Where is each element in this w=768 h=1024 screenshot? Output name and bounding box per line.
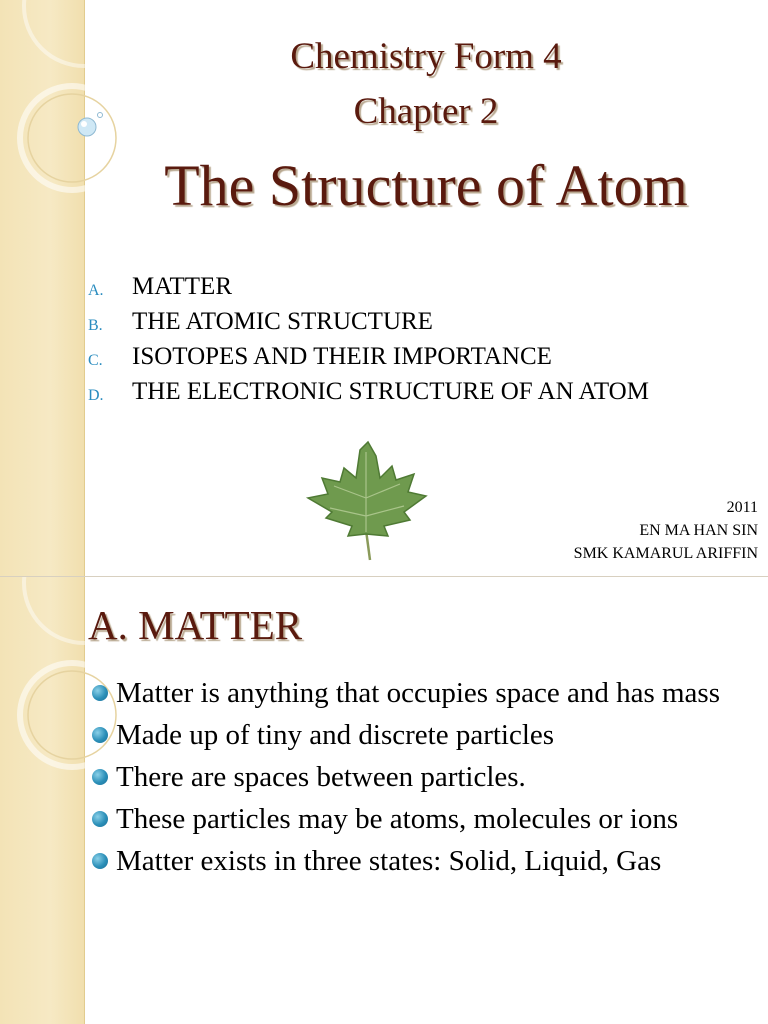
bullet-item [92,675,762,712]
bullet-text: These particles may be atoms, molecules or ions [116,803,679,835]
bullet-text: Matter exists in three states: Solid, Liquid, Gas [116,845,662,877]
credits [574,496,758,565]
bullet-item [92,801,762,838]
bullet-dot-icon [92,811,108,827]
topic-text: ISOTOPES AND THEIR IMPORTANCE [132,343,552,370]
credit-school: SMK KAMARUL ARIFFIN [573,545,758,562]
bullet-item [92,717,762,754]
matter-slide [0,577,768,1024]
topic-marker: C. [88,352,103,369]
topic-marker: B. [88,317,103,334]
bullet-text: Made up of tiny and discrete particles [116,719,555,751]
title-line-1: Chemistry Form 4 [290,36,562,77]
topic-list [88,269,708,409]
maple-leaf-icon [300,438,435,568]
topic-item [88,339,708,374]
topic-text: THE ELECTRONIC STRUCTURE OF AN ATOM [132,378,649,405]
topic-item [88,269,708,304]
bullet-dot-icon [92,685,108,701]
topic-marker: A. [88,282,104,299]
main-title: The Structure of Atom [164,153,688,218]
credit-year: 2011 [726,499,758,516]
bullet-dot-icon [92,727,108,743]
topic-text: THE ATOMIC STRUCTURE [132,308,433,335]
title-line-2: Chapter 2 [353,91,499,132]
bullet-item [92,843,762,880]
topic-text: MATTER [132,273,232,300]
bullet-list [92,675,762,885]
topic-item [88,304,708,339]
topic-item [88,374,708,409]
bullet-dot-icon [92,769,108,785]
bullet-dot-icon [92,853,108,869]
bullet-text: There are spaces between particles. [116,761,526,793]
bullet-text: Matter is anything that occupies space and has mass [116,677,721,709]
section-title: A. MATTER [88,602,303,648]
credit-author: EN MA HAN SIN [639,522,758,539]
topic-marker: D. [88,387,104,404]
bullet-item [92,759,762,796]
